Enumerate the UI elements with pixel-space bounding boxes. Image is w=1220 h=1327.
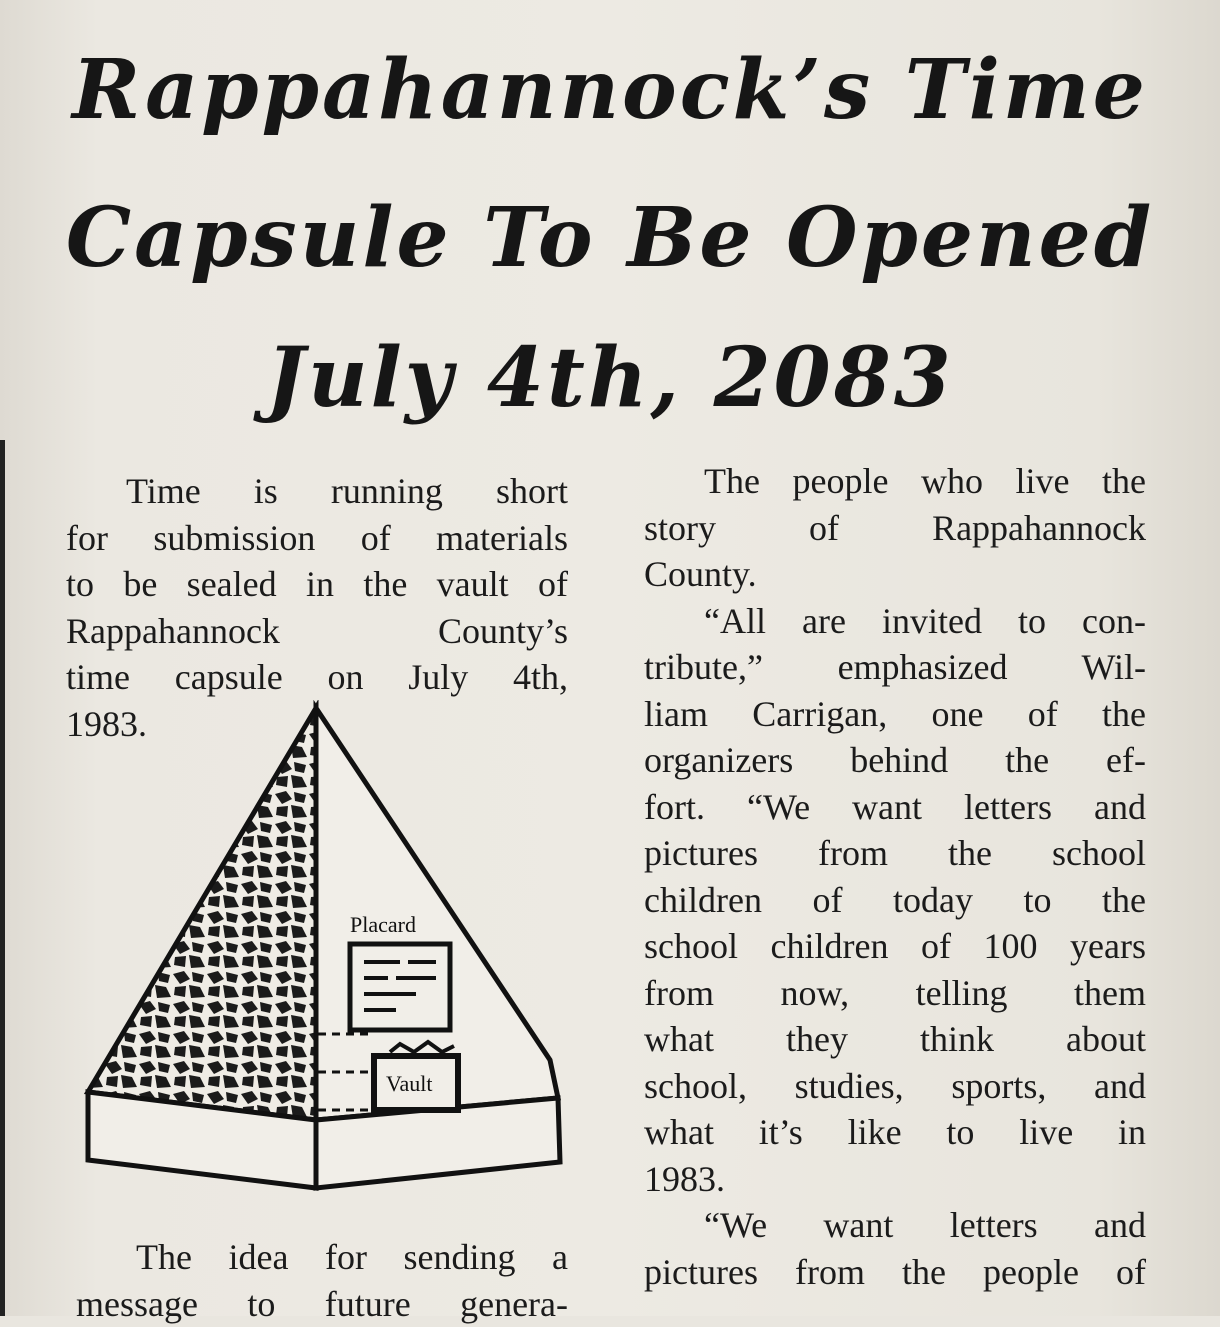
placard-sign [350,944,450,1030]
text-line: “All are invited to con- [644,598,1146,645]
text-line: fort. “We want letters and [644,784,1146,831]
vault-label: Vault [386,1071,432,1096]
text-line: Rappahannock County’s [66,608,568,655]
pyramid-stone-face [88,708,316,1120]
text-line: The people who live the [644,458,1146,505]
text-line: tribute,” emphasized Wil- [644,644,1146,691]
text-line: “We want letters and [644,1202,1146,1249]
headline-line-2: Capsule To Be Opened [30,190,1190,286]
text-line: story of Rappahannock [644,505,1146,552]
text-line: what it’s like to live in [644,1109,1146,1156]
text-line: school, studies, sports, and [644,1063,1146,1110]
text-line: 1983. [644,1156,1146,1203]
text-line: time capsule on July 4th, [66,654,568,701]
text-line: liam Carrigan, one of the [644,691,1146,738]
text-line: pictures from the people of [644,1249,1146,1296]
text-line: The idea for sending a [76,1234,568,1281]
text-line: Time is running short [66,468,568,515]
text-line: from now, telling them [644,970,1146,1017]
text-line: 1983. [66,701,568,748]
text-line: pictures from the school [644,830,1146,877]
column-rule [0,440,5,1316]
text-line: message to future genera- [76,1281,568,1327]
text-line: organizers behind the ef- [644,737,1146,784]
left-column-continued [76,1234,568,1327]
text-line: for submission of materials [66,515,568,562]
pyramid-time-capsule-illustration [70,700,570,1200]
text-line: school children of 100 years [644,923,1146,970]
right-column [644,458,1146,1295]
text-line: to be sealed in the vault of [66,561,568,608]
text-line: County. [644,551,1146,598]
headline-line-1: Rappahannock’s Time [30,42,1190,138]
text-line: what they think about [644,1016,1146,1063]
headline-line-3: July 4th, 2083 [30,330,1190,426]
placard-label: Placard [350,912,416,937]
text-line: children of today to the [644,877,1146,924]
